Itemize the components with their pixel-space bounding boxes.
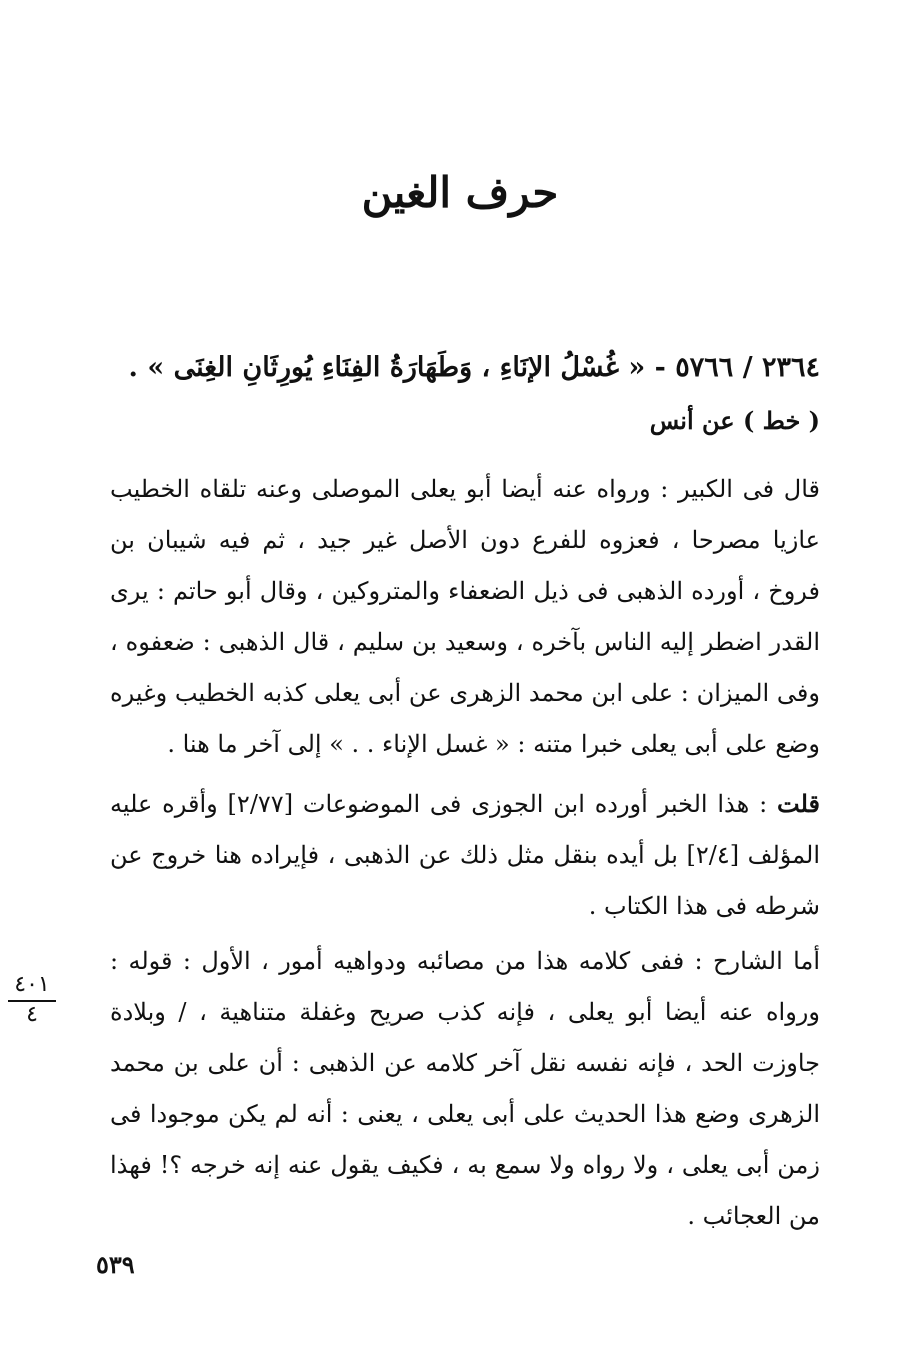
hadith-heading: ٢٣٦٤ / ٥٧٦٦ - « غُسْلُ الإنَاءِ ، وَطَهَارَةُ الفِنَاءِ يُورِثَانِ الغِنَى » . [128,352,820,383]
paragraph-qult-lead: قلت [777,789,821,818]
paragraph-kabir: قال فى الكبير : ورواه عنه أيضا أبو يعلى الموصلى وعنه تلقاه الخطيب عازيا مصرحا ، فعزوه للفرع دون الأصل غير جيد ، ثم فيه شيبان بن فروخ ، أورده الذهبى فى ذيل الضعفاء والمتروكين ، وقال أبو حاتم : يرى القدر اضطر إليه الناس بآخره ، وسعيد بن سليم ، قال الذهبى : ضعفوه ، وفى الميزان : على ابن محمد الزهرى عن أبى يعلى كذبه الخطيب وغيره وضع على أبى يعلى خبرا متنه : « غسل الإناء . . » إلى آخر ما هنا . [110,475,820,758]
page-number: ٥٣٩ [96,1250,135,1279]
paragraph-qult [110,778,820,932]
margin-folio-denominator: ٤ [26,1002,38,1027]
paragraph-sharih: أما الشارح : ففى كلامه هذا من مصائبه ودواهيه أمور ، الأول : قوله : ورواه عنه أيضا أبو يعلى ، فإنه كذب صريح وغفلة متناهية ، / وبلادة جاوزت الحد ، فإنه نفسه نقل آخر كلامه عن الذهبى : أن على بن محمد الزهرى وضع هذا الحديث على أبى يعلى ، يعنى : أنه لم يكن موجودا فى زمن أبى يعلى ، ولا رواه ولا سمع به ، فكيف يقول عنه إنه خرجه ؟! فهذا من العجائب . [110,947,821,1230]
paragraph-qult-body: : هذا الخبر أورده ابن الجوزى فى الموضوعات [٢/٧٧] وأقره عليه المؤلف [٢/٤] بل أيده بنقل مثل ذلك عن الذهبى ، فإيراده هنا خروج عن شرطه فى هذا الكتاب . [110,790,821,920]
page-title: حرف الغين [361,168,559,217]
margin-folio-numerator: ٤٠١ [8,972,56,1002]
hadith-source: ( خط ) عن أنس [649,406,820,435]
margin-folio-note [8,972,56,1028]
